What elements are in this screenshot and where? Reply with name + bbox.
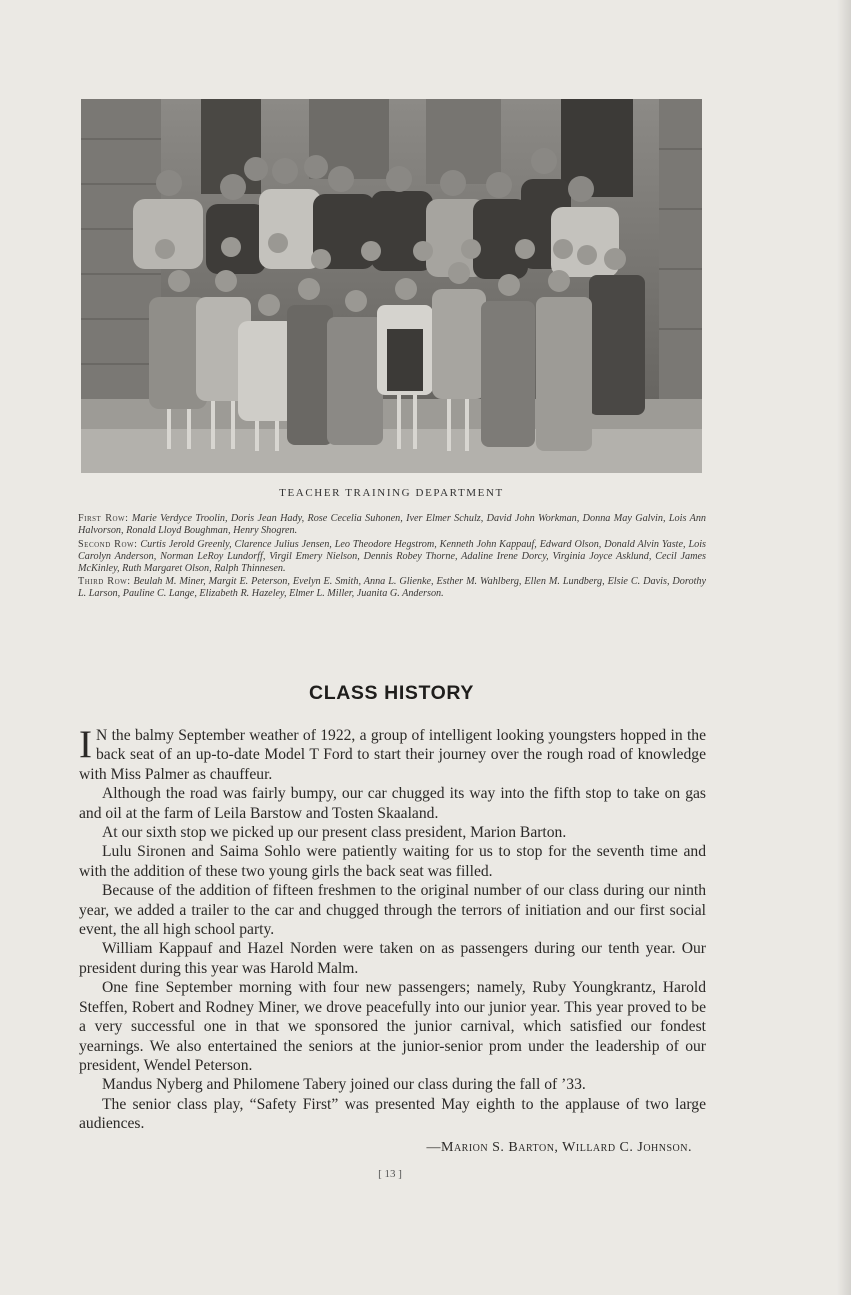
class-group-photo — [81, 99, 702, 473]
caption-second-row — [78, 539, 706, 575]
article-body — [79, 723, 706, 1134]
article-paragraph: At our sixth stop we picked up our present class president, Marion Barton. — [102, 824, 567, 842]
caption-row-label: Second Row: — [78, 538, 138, 550]
caption-first-row — [78, 513, 706, 537]
article-paragraph: Lulu Sironen and Saima Sohlo were patiently waiting for us to stop for the seventh time and with the addition of these two young girls the back seat was filled. — [79, 843, 706, 880]
article-heading: CLASS HISTORY — [309, 682, 474, 704]
drop-cap: I — [79, 723, 92, 766]
article-paragraph-first — [79, 723, 706, 784]
first-paragraph-text: N the balmy September weather of 1922, a group of intelligent looking youngsters hopped in the back seat of an up-to-date Model T Ford to start their journey over the rough road of knowledge with Miss Palmer as chauffeur. — [79, 727, 706, 783]
article-signature: —Marion S. Barton, Willard C. Johnson. — [426, 1140, 692, 1155]
caption-row-names: Beulah M. Miner, Margit E. Peterson, Evelyn E. Smith, Anna L. Glienke, Esther M. Wahlberg, Ellen M. Lundberg, Elsie C. Davis, Dorothy L. Larson, Pauline C. Lange, Elizabeth R. Hazeley, Elmer L. Miller, Juanita G. Anderson. — [78, 576, 707, 599]
caption-row-label: First Row: — [78, 513, 129, 524]
caption-row-names: Marie Verdyce Troolin, Doris Jean Hady, Rose Cecelia Suhonen, Iver Elmer Schulz, David John Workman, Donna May Galvin, Lois Ann Halvorson, Ronald Lloyd Boughman, Henry Shogren. — [78, 513, 707, 536]
caption-row-names: Curtis Jerold Greenly, Clarence Julius Jensen, Leo Theodore Hegstrom, Kenneth John Kappauf, Edward Olson, Donald Alvin Yaste, Lois Carolyn Anderson, Norman LeRoy Lundorff, Virgil Emery Nielson, Dennis Robey Thorne, Adaline Irene Dorcy, Virginia Joyce Asklund, Cecil James McKinley, Ruth Margaret Olson, Ralph Thinnesen. — [78, 538, 706, 574]
photo-caption-rows — [78, 513, 706, 602]
article-paragraph: Although the road was fairly bumpy, our car chugged its way into the fifth stop to take on gas and oil at the farm of Leila Barstow and Tosten Skaaland. — [79, 785, 706, 822]
article-paragraph: Mandus Nyberg and Philomene Tabery joined our class during the fall of ’33. — [102, 1076, 586, 1094]
article-paragraph: William Kappauf and Hazel Norden were taken on as passengers during our tenth year. Our president during this year was Harold Malm. — [79, 940, 706, 977]
article-paragraph: The senior class play, “Safety First” was presented May eighth to the applause of two large audiences. — [79, 1095, 706, 1133]
group-photo-icon — [81, 99, 702, 473]
article-paragraph: Because of the addition of fifteen freshmen to the original number of our class during our ninth year, we added a trailer to the car and chugged through the terrors of initiation and our first social event, the all high school party. — [79, 882, 706, 939]
caption-third-row — [78, 576, 706, 600]
page-edge-shadow — [837, 0, 851, 1295]
article-paragraph: One fine September morning with four new passengers; namely, Ruby Youngkrantz, Harold Steffen, Robert and Rodney Miner, we drove peacefully into our junior year. This year proved to be a very successful one in that we sponsored the junior carnival, which satisfied our fondest yearnings. We also entertained the seniors at the junior-senior prom under the leadership of our president, Wendel Peterson. — [79, 979, 706, 1074]
caption-row-label: Third Row: — [78, 576, 131, 587]
page-number: [ 13 ] — [378, 1168, 402, 1180]
photo-caption-title: TEACHER TRAINING DEPARTMENT — [279, 487, 504, 499]
